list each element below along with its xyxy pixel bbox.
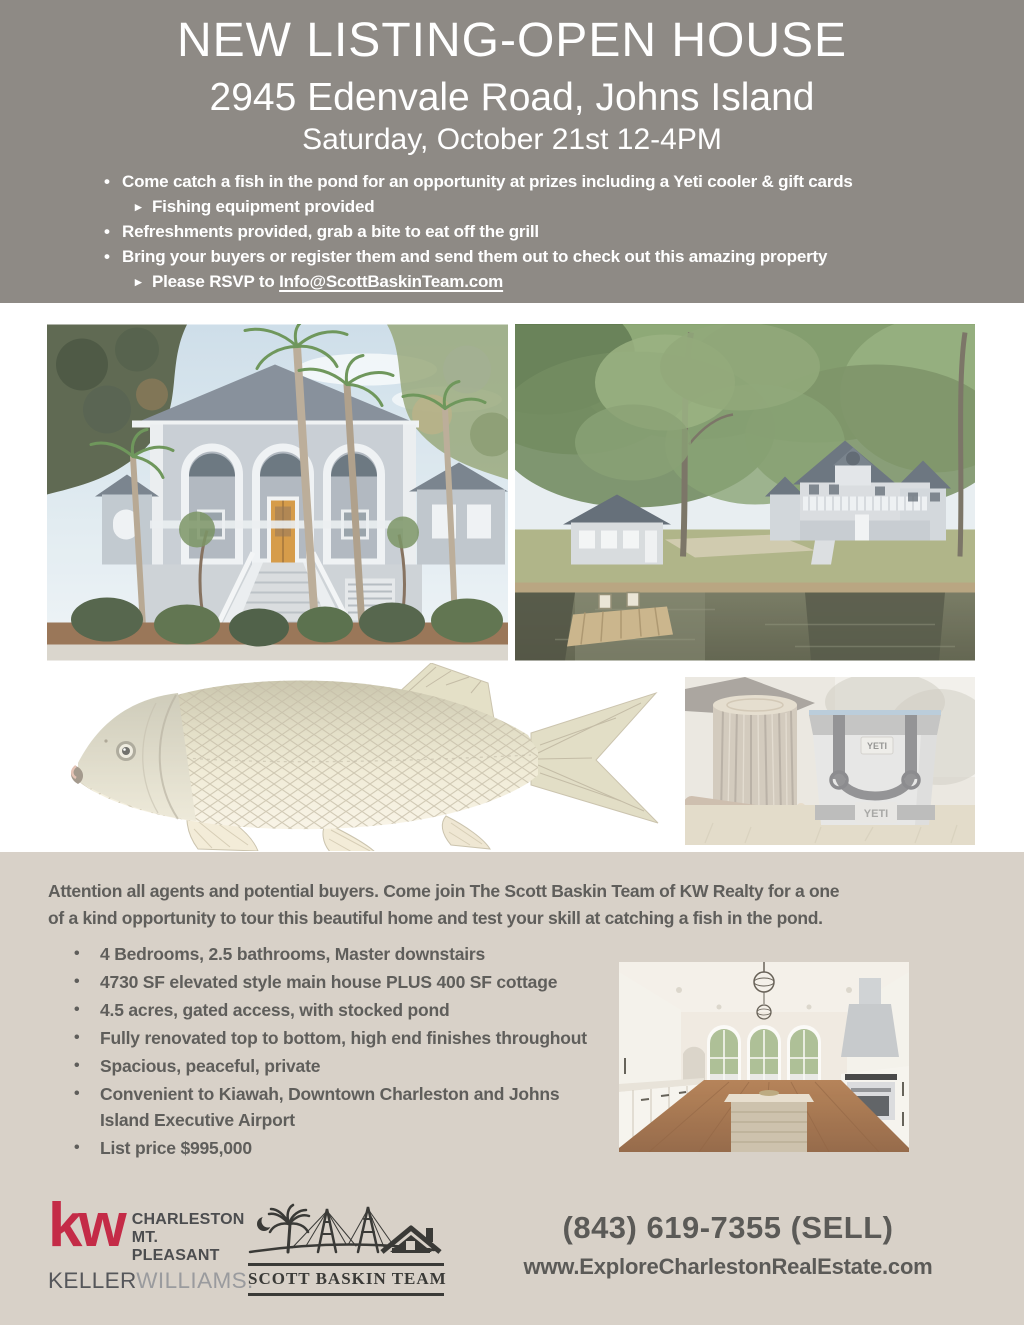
bullet-icon: • [104,247,110,266]
bullet-icon: • [104,172,110,191]
page-title: NEW LISTING-OPEN HOUSE [176,14,848,67]
bullet-icon: • [74,1029,80,1046]
rsvp-email-link[interactable]: Info@ScottBaskinTeam.com [279,272,504,291]
rsvp-line [104,269,1024,294]
keller-williams-logo [48,1191,254,1294]
feature-text: Fully renovated top to bottom, high end finishes throughout [100,1028,587,1048]
rsvp-prefix: Please RSVP to [152,272,280,291]
phone-number: (843) 619-7355 (SELL) [562,1210,894,1245]
feature-list [48,941,604,1163]
list-item [104,194,1024,219]
feature-text: Convenient to Kiawah, Downtown Charleston and Johns Island Executive Airport [100,1084,560,1130]
bullet-text: Come catch a fish in the pond for an opportunity at prizes including a Yeti cooler & gift cards [122,172,853,191]
bullet-text: Bring your buyers or register them and send them out to check out this amazing property [122,247,828,266]
list-item [104,219,1024,244]
charleston-bridge-art [248,1202,444,1256]
kw-office-line1: CHARLESTON [131,1211,245,1228]
bullet-icon: • [74,945,80,962]
bullet-icon: • [104,222,110,241]
contact-block [444,1210,984,1280]
yeti-cooler-photo [685,677,975,845]
yeti-patch-label: YETI [866,741,888,751]
list-item [74,941,604,967]
details-row [48,932,976,1163]
bullet-icon: • [74,973,80,990]
arrow-icon: ▸ [135,274,142,289]
feature-text: 4 Bedrooms, 2.5 bathrooms, Master downstairs [100,944,486,964]
pond-house-photo [515,324,975,661]
list-item [74,997,604,1023]
list-item [74,1053,604,1079]
grass-carp-illustration [26,663,660,851]
bullet-icon: • [74,1057,80,1074]
yeti-strap-label: YETI [863,808,889,820]
details-section [0,852,1024,1325]
list-item [104,244,1024,269]
bullet-text: Fishing equipment provided [152,197,375,216]
feature-text: 4.5 acres, gated access, with stocked pond [100,1000,450,1020]
intro-line-1: Attention all agents and potential buyers. Come join The Scott Baskin Team of KW Realty for a one [48,881,840,901]
list-item [104,169,1024,194]
bullet-icon: • [74,1085,80,1102]
kw-office-line2: MT. PLEASANT [131,1229,220,1264]
list-item [74,1081,604,1133]
brand-row [48,1191,984,1296]
team-name: SCOTT BASKIN TEAM [248,1269,447,1288]
feature-text: 4730 SF elevated style main house PLUS 400 SF cottage [100,972,558,992]
intro-paragraph [48,878,976,932]
hero-header [0,0,1024,303]
intro-line-2: of a kind opportunity to tour this beautiful home and test your skill at catching a fish in the pond. [48,908,823,928]
bullet-icon: • [74,1139,80,1156]
event-datetime: Saturday, October 21st 12-4PM [302,123,722,156]
scott-baskin-team-logo [248,1202,447,1296]
property-address: 2945 Edenvale Road, Johns Island [209,76,815,119]
list-item [74,969,604,995]
arrow-icon: ▸ [135,199,142,214]
website-url: www.ExploreCharlestonRealEstate.com [523,1254,933,1279]
feature-text: List price $995,000 [100,1138,252,1158]
rsvp-text [152,269,503,294]
front-house-photo [47,324,508,661]
feature-text: Spacious, peaceful, private [100,1056,321,1076]
kw-monogram: kw [48,1191,123,1260]
list-item [74,1025,604,1051]
team-name-box [248,1263,447,1296]
kitchen-photo [619,962,909,1152]
bullet-text: Refreshments provided, grab a bite to eat off the grill [122,222,539,241]
kw-brand-light: WILLIAMS. [136,1268,254,1293]
photo-band [0,303,1024,852]
bullet-icon: • [74,1001,80,1018]
event-bullet-list [0,169,1024,294]
list-item [74,1135,604,1161]
kw-brand-dark: KELLER [48,1268,137,1293]
